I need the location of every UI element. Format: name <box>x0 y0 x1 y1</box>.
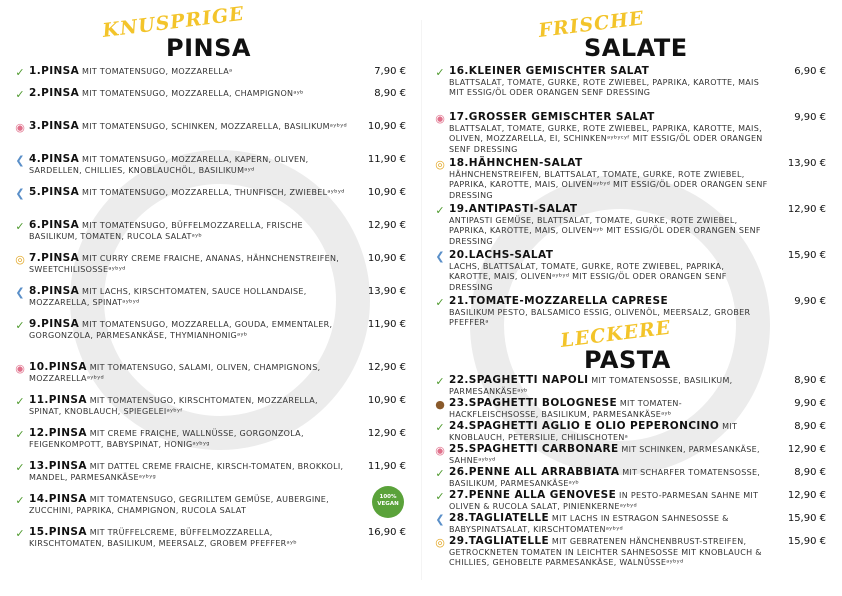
pasta-item-text <box>449 444 769 466</box>
pinsa-item-text <box>29 527 349 549</box>
salate-item-name: 17.GROSSER GEMISCHTER SALAT <box>449 111 655 123</box>
pinsa-item-text <box>29 362 349 384</box>
leaf-icon: ✓ <box>15 220 25 233</box>
pasta-item-price: 9,90 € <box>794 398 826 409</box>
salate-item-price: 13,90 € <box>787 158 826 169</box>
salate-item-text <box>449 204 769 247</box>
fish-icon: ❮ <box>15 154 25 167</box>
pasta-item-price: 15,90 € <box>787 536 826 547</box>
leaf-icon: ✓ <box>435 490 445 503</box>
salate-item-text <box>449 66 769 99</box>
pasta-script-title: LECKERE <box>559 316 673 352</box>
pinsa-item-description: MIT TOMATENSUGO, MOZZARELLA, GOUDA, EMMENTALER, GORGONZOLA, PARMESANKÄSE, THYMIANHONIGᵃʸᵇ <box>29 320 333 340</box>
pinsa-item-price: 10,90 € <box>367 253 406 264</box>
salate-item-text <box>449 112 769 155</box>
pasta-item-price: 8,90 € <box>794 467 826 478</box>
pinsa-item-name: 11.PINSA <box>29 394 87 406</box>
pasta-item-name: 29.TAGLIATELLE <box>449 535 550 547</box>
salate-item-name: 20.LACHS-SALAT <box>449 249 554 261</box>
pinsa-item-description: MIT DATTEL CREME FRAICHE, KIRSCH-TOMATEN, BROKKOLI, MANDEL, PARMESANKÄSEᵃʸᵇʸᵍ <box>29 462 344 482</box>
pasta-item-text <box>449 536 769 569</box>
pasta-item-text <box>449 398 769 420</box>
pasta-item-text <box>449 467 769 489</box>
pasta-item-text <box>449 490 769 512</box>
fish-icon: ❮ <box>15 187 25 200</box>
pinsa-item-price: 12,90 € <box>367 362 406 373</box>
pinsa-item-text <box>29 461 349 483</box>
pinsa-item-text <box>29 395 349 417</box>
pasta-item-price: 15,90 € <box>787 513 826 524</box>
pasta-item-price: 12,90 € <box>787 444 826 455</box>
pinsa-item-text <box>29 428 349 450</box>
pasta-item-price: 8,90 € <box>794 421 826 432</box>
pinsa-item-name: 4.PINSA <box>29 153 80 165</box>
pinsa-item-text <box>29 121 349 133</box>
pasta-item-name: 24.SPAGHETTI AGLIO E OLIO PEPERONCINO <box>449 420 720 432</box>
pasta-item-text <box>449 375 769 397</box>
pinsa-item-name: 12.PINSA <box>29 427 87 439</box>
leaf-icon: ✓ <box>15 66 25 79</box>
salate-item-description: BLATTSALAT, TOMATE, GURKE, ROTE ZWIEBEL, PAPRIKA, KAROTTE, MAIS MIT ESSIG/ÖL ODER ORANGEN SENF DRESSING <box>449 77 760 98</box>
pinsa-item-name: 1.PINSA <box>29 65 80 77</box>
pinsa-item-description: MIT LACHS, KIRSCHTOMATEN, SAUCE HOLLANDAISE, MOZZARELLA, SPINATᵃʸᵇʸᵈ <box>29 287 307 307</box>
pinsa-item-name: 13.PINSA <box>29 460 87 472</box>
leaf-icon: ✓ <box>15 527 25 540</box>
fish-icon: ❮ <box>435 250 445 263</box>
pinsa-item-description: MIT TOMATENSUGO, MOZZARELLA, KAPERN, OLIVEN, SARDELLEN, CHILLIES, KNOBLAUCHÖL, BASILIKUMᵃʸᵈ <box>29 155 309 175</box>
pinsa-item-text <box>29 220 349 242</box>
vegan-badge: 100% VEGAN <box>372 486 404 518</box>
pinsa-item-price: 10,90 € <box>367 187 406 198</box>
salate-item-description: ANTIPASTI GEMÜSE, BLATTSALAT, TOMATE, GURKE, ROTE ZWIEBEL, PAPRIKA, KAROTTE, MAIS, OLIVENᵃʸᵇ MIT ESSIG/ÖL ODER ORANGEN SENF DRESSING <box>449 215 761 246</box>
pinsa-item-name: 3.PINSA <box>29 120 80 132</box>
salate-item-name: 19.ANTIPASTI-SALAT <box>449 203 578 215</box>
salate-item-name: 16.KLEINER GEMISCHTER SALAT <box>449 65 650 77</box>
pig-icon: ◉ <box>15 121 25 134</box>
pinsa-item-description: MIT CURRY CREME FRAICHE, ANANAS, HÄHNCHENSTREIFEN, SWEETCHILISOSSEᵃʸᵇʸᵈ <box>29 254 340 274</box>
pinsa-item-description: MIT TOMATENSUGO, MOZZARELLAᵃ <box>79 67 233 76</box>
pinsa-script-title: KNUSPRIGE <box>101 2 246 42</box>
pasta-item-price: 12,90 € <box>787 490 826 501</box>
fish-icon: ❮ <box>15 286 25 299</box>
pinsa-item-text <box>29 319 349 341</box>
salate-title: SALATE <box>584 34 688 62</box>
pinsa-item-name: 10.PINSA <box>29 361 87 373</box>
leaf-icon: ✓ <box>435 467 445 480</box>
pinsa-item-price: 12,90 € <box>367 220 406 231</box>
pinsa-item-text <box>29 494 349 516</box>
leaf-icon: ✓ <box>15 319 25 332</box>
pasta-item-description: MIT TOMATEN-HACKFLEISCHSOSSE, BASILIKUM, PARMESANKÄSEᵃʸᵇ <box>449 399 682 419</box>
pinsa-item-text <box>29 154 349 176</box>
leaf-icon: ✓ <box>15 494 25 507</box>
pinsa-item-price: 12,90 € <box>367 428 406 439</box>
salate-item-price: 6,90 € <box>794 66 826 77</box>
pasta-item-name: 25.SPAGHETTI CARBONARE <box>449 443 619 455</box>
leaf-icon: ✓ <box>435 296 445 309</box>
salate-item-text <box>449 158 769 201</box>
pinsa-item-name: 7.PINSA <box>29 252 80 264</box>
pasta-item-description: MIT LACHS IN ESTRAGON SAHNESOSSE & BABYSPINATSALAT, KIRSCHTOMATENᵃʸᵇʸᵈ <box>449 514 729 534</box>
pinsa-item-price: 16,90 € <box>367 527 406 538</box>
pasta-item-description: MIT KNOBLAUCH, PETERSILIE, CHILISCHOTENᵃ <box>449 422 738 442</box>
leaf-icon: ✓ <box>15 428 25 441</box>
pinsa-item-price: 7,90 € <box>374 66 406 77</box>
pig-icon: ◉ <box>435 444 445 457</box>
pinsa-item-price: 13,90 € <box>367 286 406 297</box>
salate-script-title: FRISCHE <box>537 7 646 42</box>
column-divider <box>421 20 422 580</box>
pasta-item-description: MIT GEBRATENEN HÄNCHENBRUST-STREIFEN, GETROCKNETEN TOMATEN IN LEICHTER SAHNESOSSE MIT KNOBLAUCH & CHILLIES, GEHOBELTE PARMESANKÄSE, WALNÜSSEᵃʸᵇʸᵈ <box>449 537 762 568</box>
pinsa-item-name: 2.PINSA <box>29 87 80 99</box>
chicken-icon: ◎ <box>15 253 25 266</box>
pinsa-item-text <box>29 187 349 199</box>
pinsa-item-text <box>29 286 349 308</box>
leaf-icon: ✓ <box>435 204 445 217</box>
salate-item-description: BLATTSALAT, TOMATE, GURKE, ROTE ZWIEBEL, PAPRIKA, KAROTTE, MAIS, OLIVEN, MOZZARELLA, EI, SCHINKENᵃʸᵇʸᶜʸᶠ MIT ESSIG/ÖL ODER ORANGEN SENF DRESSING <box>449 123 763 154</box>
pinsa-item-description: MIT TOMATENSUGO, KIRSCHTOMATEN, MOZZARELLA, SPINAT, KNOBLAUCH, SPIEGELEIᵃʸᵇʸᶠ <box>29 396 318 416</box>
pinsa-item-price: 10,90 € <box>367 395 406 406</box>
pasta-title: PASTA <box>584 346 671 374</box>
pinsa-item-description: MIT TOMATENSUGO, BÜFFELMOZZARELLA, FRISCHE BASILIKUM, TOMATEN, RUCOLA SALATᵃʸᵇ <box>29 221 303 241</box>
fish-icon: ❮ <box>435 513 445 526</box>
pinsa-item-text <box>29 253 349 275</box>
pinsa-item-name: 14.PINSA <box>29 493 87 505</box>
pinsa-item-description: MIT CREME FRAICHE, WALLNÜSSE, GORGONZOLA, FEIGENKOMPOTT, BABYSPINAT, HONIGᵃʸᵇʸᵍ <box>29 429 304 449</box>
pasta-item-text <box>449 421 769 443</box>
salate-item-price: 9,90 € <box>794 112 826 123</box>
pinsa-title: PINSA <box>166 34 251 62</box>
pig-icon: ◉ <box>15 362 25 375</box>
salate-item-name: 21.TOMATE-MOZZARELLA CAPRESE <box>449 295 669 307</box>
pinsa-item-price: 10,90 € <box>367 121 406 132</box>
leaf-icon: ✓ <box>435 375 445 388</box>
pinsa-item-description: MIT TOMATENSUGO, MOZZARELLA, THUNFISCH, ZWIEBELᵃʸᵇʸᵈ <box>79 188 345 197</box>
pinsa-item-name: 9.PINSA <box>29 318 80 330</box>
pinsa-item-name: 8.PINSA <box>29 285 80 297</box>
pasta-item-name: 28.TAGLIATELLE <box>449 512 550 524</box>
salate-item-price: 9,90 € <box>794 296 826 307</box>
pasta-item-name: 26.PENNE ALL ARRABBIATA <box>449 466 620 478</box>
pasta-item-description: MIT SCHINKEN, PARMESANKÄSE, SAHNEᵃʸᵇʸᵈ <box>449 445 760 465</box>
pinsa-item-price: 11,90 € <box>367 154 406 165</box>
pinsa-item-description: MIT TOMATENSUGO, SCHINKEN, MOZZARELLA, BASILIKUMᵃʸᵇʸᵈ <box>79 122 348 131</box>
pasta-item-name: 22.SPAGHETTI NAPOLI <box>449 374 589 386</box>
chicken-icon: ◎ <box>435 536 445 549</box>
pasta-item-description: MIT TOMATENSOSSE, BASILIKUM, PARMESANKÄSEᵃʸᵇ <box>449 376 733 396</box>
beef-icon: ● <box>435 398 445 411</box>
salate-item-description: LACHS, BLATTSALAT, TOMATE, GURKE, ROTE ZWIEBEL, PAPRIKA, KAROTTE, MAIS, OLIVENᵃʸᵇʸᵈ MIT ESSIG/ÖL ODER ORANGEN SENF DRESSING <box>449 261 727 292</box>
salate-item-description: HÄHNCHENSTREIFEN, BLATTSALAT, TOMATE, GURKE, ROTE ZWIEBEL, PAPRIKA, KAROTTE, MAIS, OLIVENᵃʸᵇʸᵈ MIT ESSIG/ÖL ODER ORANGEN SENF DRESSING <box>449 169 768 200</box>
leaf-icon: ✓ <box>15 395 25 408</box>
leaf-icon: ✓ <box>15 88 25 101</box>
pasta-item-text <box>449 513 769 535</box>
pinsa-item-price: 8,90 € <box>374 88 406 99</box>
pasta-item-price: 8,90 € <box>794 375 826 386</box>
salate-item-name: 18.HÄHNCHEN-SALAT <box>449 157 583 169</box>
pinsa-item-text <box>29 66 349 78</box>
pig-icon: ◉ <box>435 112 445 125</box>
pinsa-item-price: 11,90 € <box>367 319 406 330</box>
leaf-icon: ✓ <box>435 421 445 434</box>
pasta-item-name: 27.PENNE ALLA GENOVESE <box>449 489 617 501</box>
leaf-icon: ✓ <box>15 461 25 474</box>
salate-item-description: BASILIKUM PESTO, BALSAMICO ESSIG, OLIVENÖL, MEERSALZ, GROBER PFEFFERᵃ <box>449 307 751 328</box>
salate-item-text <box>449 250 769 293</box>
pinsa-item-description: MIT TRÜFFELCREME, BÜFFELMOZZARELLA, KIRSCHTOMATEN, BASILIKUM, MEERSALZ, GROBEM PFEFFERᵃʸᵇ <box>29 528 297 548</box>
pinsa-item-name: 15.PINSA <box>29 526 87 538</box>
leaf-icon: ✓ <box>435 66 445 79</box>
salate-item-price: 12,90 € <box>787 204 826 215</box>
pinsa-item-description: MIT TOMATENSUGO, MOZZARELLA, CHAMPIGNONᵃʸᵇ <box>79 89 304 98</box>
pasta-item-description: IN PESTO-PARMESAN SAHNE MIT OLIVEN & RUCOLA SALAT, PINIENKERNEᵃʸᵇʸᵈ <box>449 491 759 511</box>
chicken-icon: ◎ <box>435 158 445 171</box>
pasta-item-description: MIT SCHARFER TOMATENSOSSE, BASILIKUM, PARMESANKÄSEᵃʸᵇ <box>449 468 761 488</box>
pinsa-item-name: 6.PINSA <box>29 219 80 231</box>
pinsa-item-price: 11,90 € <box>367 461 406 472</box>
pasta-item-name: 23.SPAGHETTI BOLOGNESE <box>449 397 618 409</box>
pinsa-item-text <box>29 88 349 100</box>
pinsa-item-name: 5.PINSA <box>29 186 80 198</box>
salate-item-price: 15,90 € <box>787 250 826 261</box>
pinsa-item-description: MIT TOMATENSUGO, SALAMI, OLIVEN, CHAMPIGNONS, MOZZARELLAᵃʸᵇʸᵈ <box>29 363 321 383</box>
pinsa-item-description: MIT TOMATENSUGO, GEGRILLTEM GEMÜSE, AUBERGINE, ZUCCHINI, PAPRIKA, CHAMPIGNON, RUCOLA SALAT <box>29 495 329 515</box>
